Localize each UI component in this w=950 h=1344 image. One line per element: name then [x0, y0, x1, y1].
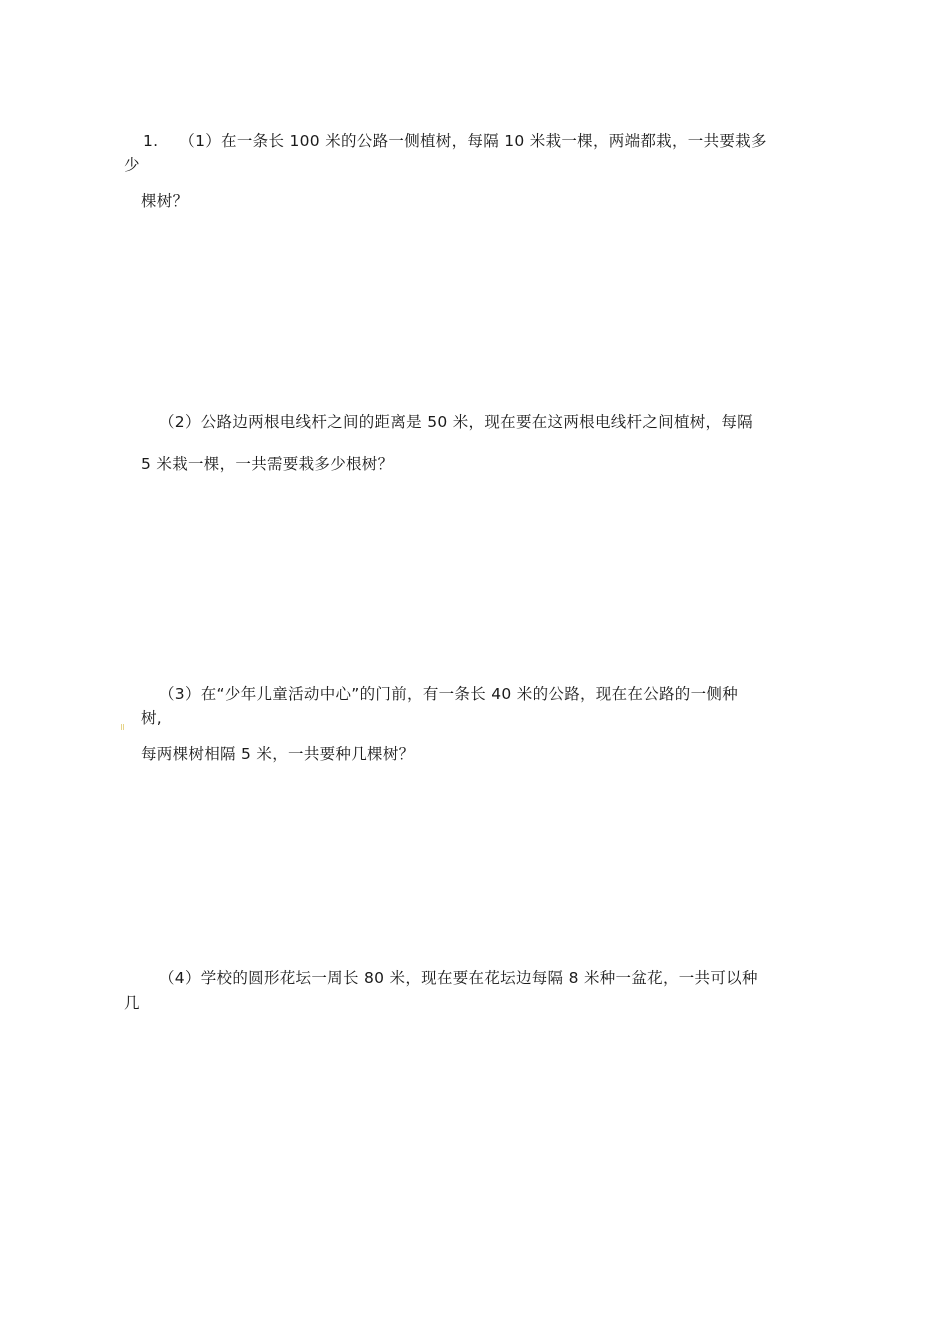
question-1-line-1-wrap: 少: [124, 156, 140, 174]
margin-mark: [121, 724, 124, 730]
question-3-line-1-wrap: 树,: [141, 709, 163, 727]
question-4-line-1-wrap: 几: [124, 994, 140, 1012]
question-1-line-2: 棵树？: [141, 192, 189, 210]
question-4-line-1: （4）学校的圆形花坛一周长 80 米，现在要在花坛边每隔 8 米种一盆花，一共可以种: [159, 969, 758, 987]
question-2-line-1: （2）公路边两根电线杆之间的距离是 50 米，现在要在这两根电线杆之间植树，每隔: [159, 413, 753, 431]
question-3-line-1: （3）在“少年儿童活动中心”的门前，有一条长 40 米的公路，现在在公路的一侧种: [159, 685, 739, 703]
question-2-line-2: 5 米栽一棵，一共需要栽多少根树？: [141, 455, 394, 473]
question-3-line-2: 每两棵树相隔 5 米，一共要种几棵树？: [141, 745, 415, 763]
question-1-line-1: 1. （1）在一条长 100 米的公路一侧植树，每隔 10 米栽一棵，两端都栽，一共要栽多: [143, 132, 767, 150]
